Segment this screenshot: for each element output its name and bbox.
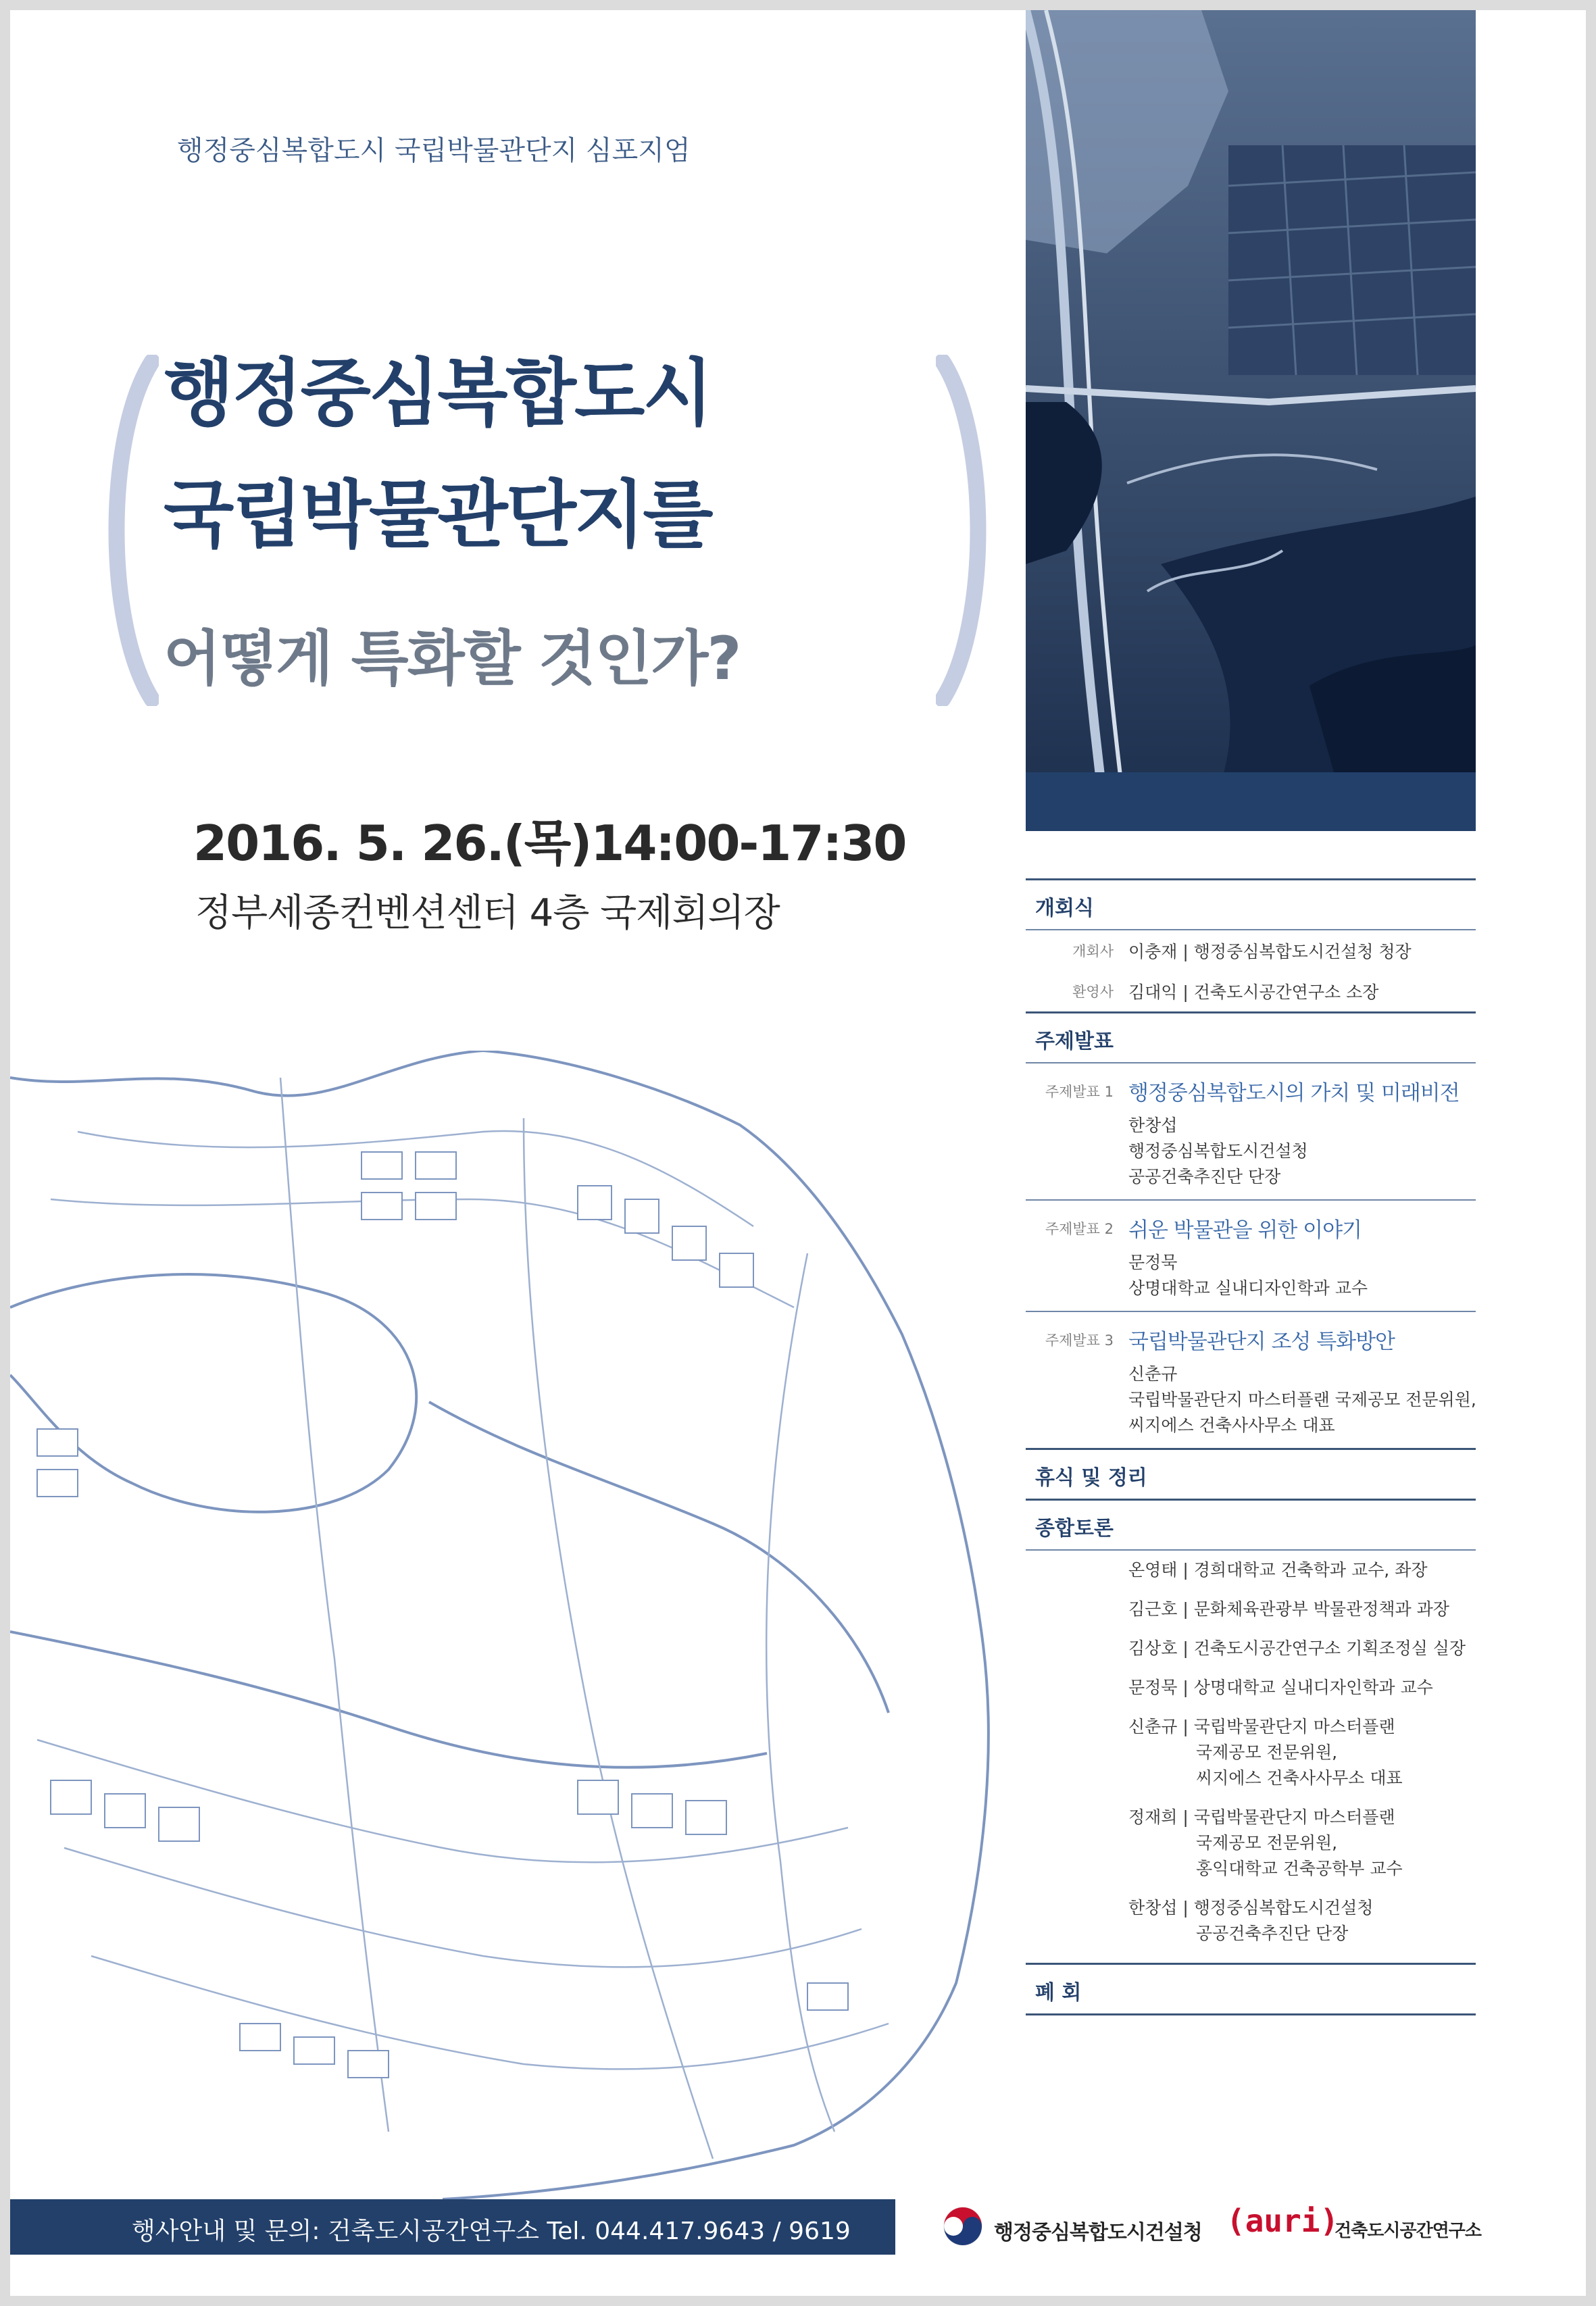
panelist <box>1026 1551 1476 1590</box>
program-schedule <box>1026 878 1476 2015</box>
panelist-line: 신춘규 | 국립박물관단지 마스터플랜 <box>1128 1717 1395 1736</box>
section-closing-title: 폐 회 <box>1035 1981 1082 2005</box>
talk-speaker <box>1026 1361 1476 1448</box>
poster <box>10 10 1586 2296</box>
talk-3 <box>1026 1312 1476 1361</box>
right-parenthesis-decoration <box>936 355 997 706</box>
talk-title: 국립박물관단지 조성 특화방안 <box>1128 1330 1395 1354</box>
panelist <box>1026 1590 1476 1629</box>
auri-logo-text: 건축도시공간연구소 <box>1335 2221 1482 2241</box>
program-row <box>1026 930 1476 971</box>
section-discussion-title: 종합토론 <box>1035 1517 1114 1540</box>
talk-line: 상명대학교 실내디자인학과 교수 <box>1128 1278 1368 1298</box>
panelist-line: 국제공모 전문위원, <box>1196 1833 1338 1853</box>
left-parenthesis-decoration <box>98 355 159 706</box>
talk-line: 국립박물관단지 마스터플랜 국제공모 전문위원, <box>1128 1390 1476 1409</box>
talk-title: 행정중심복합도시의 가치 및 미래비전 <box>1128 1081 1460 1105</box>
panelist-line: 김상호 | 건축도시공간연구소 기획조정실 실장 <box>1128 1638 1466 1658</box>
main-title-line2: 국립박물관단지를 <box>164 473 712 557</box>
panelist <box>1026 1629 1476 1668</box>
talk-line: 신춘규 <box>1128 1364 1178 1384</box>
panelist-line: 문정묵 | 상명대학교 실내디자인학과 교수 <box>1128 1678 1433 1697</box>
talk-line: 씨지에스 건축사사무소 대표 <box>1128 1415 1335 1435</box>
talk-1 <box>1026 1063 1476 1113</box>
talk-line: 문정묵 <box>1128 1253 1178 1272</box>
talk-speaker <box>1026 1250 1476 1311</box>
divider <box>1026 2013 1476 2015</box>
event-date: 2016. 5. 26.(목)14:00-17:30 <box>193 815 906 872</box>
government-logo-text: 행정중심복합도시건설청 <box>994 2221 1202 2245</box>
talk-speaker <box>1026 1113 1476 1199</box>
program-speaker: 이충재 | 행정중심복합도시건설청 청장 <box>1128 942 1412 961</box>
panelist-line: 온영태 | 경희대학교 건축학과 교수, 좌장 <box>1128 1560 1428 1580</box>
panelist <box>1026 1798 1476 1888</box>
contact-info: 행사안내 및 문의: 건축도시공간연구소 Tel. 044.417.9643 / 9619 <box>132 2217 851 2245</box>
talk-line: 공공건축추진단 단장 <box>1128 1167 1281 1186</box>
section-break-title: 휴식 및 정리 <box>1035 1466 1147 1490</box>
program-role: 환영사 <box>1072 984 1114 1000</box>
talk-2 <box>1026 1201 1476 1250</box>
symposium-label: 행정중심복합도시 국립박물관단지 심포지엄 <box>177 135 691 166</box>
auri-logo: (auri) <box>1226 2203 1339 2239</box>
panelist-line: 씨지에스 건축사사무소 대표 <box>1196 1768 1403 1788</box>
panelist-line: 공공건축추진단 단장 <box>1196 1924 1349 1943</box>
panelist <box>1026 1707 1476 1798</box>
section-opening-title: 개회식 <box>1035 897 1094 920</box>
panelist-line: 한창섭 | 행정중심복합도시건설청 <box>1128 1898 1374 1918</box>
main-title-question: 어떻게 특화할 것인가? <box>164 624 741 693</box>
talk-title: 쉬운 박물관을 위한 이야기 <box>1128 1218 1362 1243</box>
main-title-line1: 행정중심복합도시 <box>164 351 712 436</box>
program-role: 개회사 <box>1072 943 1114 959</box>
city-plan-map <box>10 1051 1010 2199</box>
section-keynote-title: 주제발표 <box>1035 1030 1114 1053</box>
talk-line: 행정중심복합도시건설청 <box>1128 1141 1308 1161</box>
panelist-line: 국제공모 전문위원, <box>1196 1743 1338 1762</box>
aerial-photo <box>1026 10 1476 830</box>
talk-role: 주제발표 3 <box>1045 1332 1114 1349</box>
panelist-line: 정재희 | 국립박물관단지 마스터플랜 <box>1128 1807 1395 1827</box>
talk-line: 한창섭 <box>1128 1116 1178 1135</box>
government-taegeuk-icon <box>943 2206 983 2247</box>
talk-role: 주제발표 1 <box>1045 1084 1114 1100</box>
program-speaker: 김대익 | 건축도시공간연구소 소장 <box>1128 982 1379 1002</box>
photo-band <box>1026 772 1476 831</box>
talk-role: 주제발표 2 <box>1045 1221 1114 1237</box>
program-row <box>1026 971 1476 1011</box>
panelist-line: 홍익대학교 건축공학부 교수 <box>1196 1859 1403 1878</box>
event-venue: 정부세종컨벤션센터 4층 국제회의장 <box>195 891 780 935</box>
panelist-line: 김근호 | 문화체육관광부 박물관정책과 과장 <box>1128 1599 1449 1619</box>
panelist <box>1026 1668 1476 1707</box>
panelist <box>1026 1888 1476 1953</box>
